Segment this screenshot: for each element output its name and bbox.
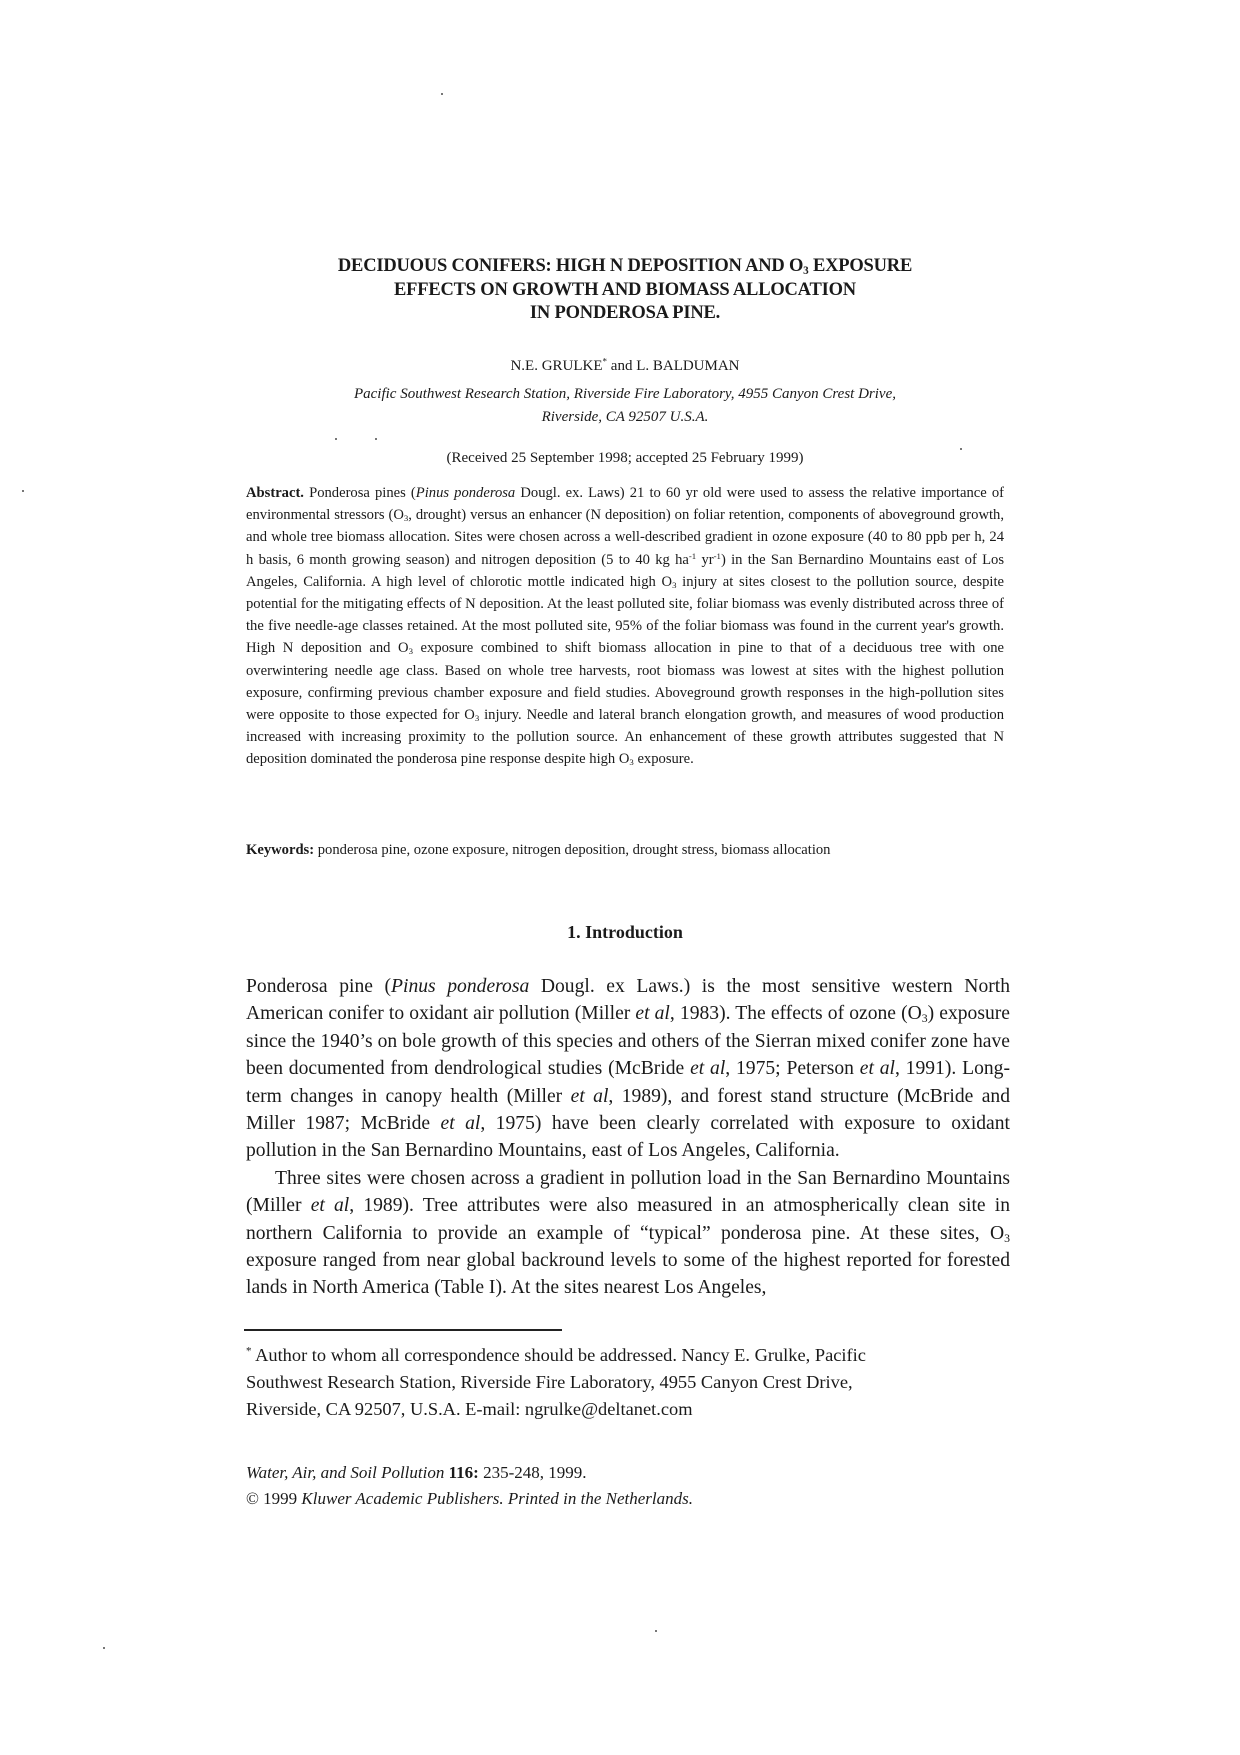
- introduction-body: [246, 973, 1010, 1302]
- keywords-text: ponderosa pine, ozone exposure, nitrogen deposition, drought stress, biomass allocation: [314, 842, 831, 858]
- intro-p1-text: Dougl. ex Laws.) is the most sensitive western North American conifer to oxidant air pollution (Miller: [246, 976, 1011, 1025]
- title-text: IN PONDEROSA PINE.: [529, 303, 721, 323]
- section-heading-text: 1. Introduction: [567, 922, 683, 942]
- intro-p1-text: , 1975) have been clearly correlated with exposure to oxidant pollution in the San Bernardino Mountains, east of Los Angeles, California.: [246, 1113, 1010, 1162]
- title-text: EFFECTS ON GROWTH AND BIOMASS ALLOCATION: [394, 279, 856, 300]
- keywords: [246, 842, 1004, 859]
- received-dates: [240, 450, 1010, 467]
- journal-text: © 1999: [246, 1489, 302, 1508]
- scan-speck: [655, 1630, 657, 1632]
- abstract-text: 3: [672, 580, 677, 590]
- intro-p2-text: , 1989). Tree attributes were also measured in an atmospherically clean site in northern California to provide an example of “typical” ponderosa pine. At these sites, O: [246, 1195, 1011, 1244]
- authors-text: *: [602, 356, 608, 367]
- intro-paragraph-2: [246, 1165, 1010, 1302]
- abstract: [246, 482, 1004, 771]
- abstract-text: 3: [403, 513, 409, 524]
- journal-text: 235-248, 1999.: [478, 1463, 587, 1482]
- abstract-text: 3: [408, 646, 413, 657]
- abstract-text: ) in the San Bernardino Mountains east of Los Angeles, California. A high level of chlorotic mottle indicated high O: [246, 551, 1005, 590]
- intro-paragraph-1: [246, 973, 1010, 1165]
- scan-speck: [335, 438, 337, 440]
- scan-speck: [22, 490, 24, 492]
- paper-title: [240, 255, 1010, 326]
- journal-text: 116:: [448, 1463, 479, 1482]
- abstract-text: Ponderosa pines (: [303, 485, 416, 501]
- intro-p1-text: ) exposure since the 1940’s on bole growth of this species and others of the Sierran mixed conifer zone have been documented from dendrological studies (McBride: [246, 1003, 1011, 1080]
- abstract-text: Dougl. ex. Laws) 21 to 60 yr old were used to assess the relative importance of environmental stressors (O: [246, 485, 1004, 524]
- scan-speck: [960, 448, 962, 450]
- scan-speck: [375, 438, 377, 440]
- affiliation-text: Pacific Southwest Research Station, Riverside Fire Laboratory, 4955 Canyon Crest Drive,: [353, 386, 896, 402]
- affiliation: [240, 383, 1010, 429]
- intro-p1-text: , 1991). Long-term changes in canopy health (Miller: [246, 1058, 1010, 1107]
- received-text: (Received 25 September 1998; accepted 25 February 1999): [446, 450, 804, 466]
- keywords-text: Keywords:: [246, 842, 315, 858]
- authors-text: and L. BALDUMAN: [607, 358, 740, 374]
- journal-text: Kluwer Academic Publishers. Printed in the Netherlands.: [301, 1489, 694, 1508]
- abstract-text: 3: [629, 757, 634, 768]
- intro-p1-text: et al: [690, 1058, 726, 1080]
- title-text: DECIDUOUS CONIFERS: HIGH N DEPOSITION AND O: [337, 256, 804, 276]
- title-text: 3: [803, 264, 809, 277]
- footnote-divider: [244, 1329, 562, 1331]
- footnote-text: Author to whom all correspondence should be addressed. Nancy E. Grulke, Pacific Southwest Research Station, Riverside Fire Laboratory, 4955 Canyon Crest Drive, Riverside, CA 92507, U.S.A. E-mail: ngrulke@deltanet.com: [246, 1345, 866, 1419]
- intro-p1-text: Ponderosa pine (: [246, 976, 392, 997]
- intro-p1-text: et al: [635, 1003, 670, 1025]
- affiliation-text: Riverside, CA 92507 U.S.A.: [541, 409, 709, 425]
- title-text: EXPOSURE: [808, 256, 913, 276]
- abstract-text: exposure combined to shift biomass allocation in pine to that of a deciduous tree with one overwintering needle age class. Based on whole tree harvests, root biomass was lowest at sites with the highest pollution exposure, confirming previous chamber exposure and field studies. Aboveground growth responses in the high-pollution sites were opposite to those expected for O: [246, 640, 1004, 724]
- abstract-text: Pinus ponderosa: [415, 485, 516, 501]
- abstract-text: injury at sites closest to the pollution source, despite potential for the mitigating effects of N deposition. At the least polluted site, foliar biomass was evenly distributed across three of the five needle-age classes retained. At the most polluted site, 95% of the foliar biomass was found in the current year's growth. High N deposition and O: [246, 573, 1004, 657]
- abstract-text: -1: [688, 550, 697, 561]
- journal-citation: [246, 1460, 946, 1512]
- intro-p2-text: exposure ranged from near global backround levels to some of the highest reported for forested lands in North America (Table I). At the sites nearest Los Angeles,: [246, 1250, 1010, 1299]
- intro-p2-text: 3: [1004, 1231, 1010, 1245]
- intro-p1-text: et al: [570, 1085, 609, 1107]
- journal-text: Water, Air, and Soil Pollution: [246, 1463, 445, 1482]
- scan-speck: [103, 1647, 105, 1649]
- intro-p2-text: et al: [310, 1195, 350, 1217]
- intro-p2-text: Three sites were chosen across a gradient in pollution load in the San Bernardino Mountains (Miller: [246, 1167, 1010, 1217]
- intro-p1-text: 3: [921, 1012, 928, 1026]
- intro-p1-text: , 1975; Peterson: [725, 1058, 860, 1080]
- scan-speck: [441, 93, 443, 95]
- abstract-text: exposure.: [633, 751, 694, 768]
- abstract-text: , drought) versus an enhancer (N deposition) on foliar retention, components of aboveground growth, and whole tree biomass allocation. Sites were chosen across a well-described gradient in ozone exposure (40 to 80 ppb per h, 24 h basis, 6 month growing season) and nitrogen deposition (5 to 40 kg ha: [246, 507, 1004, 568]
- authors-text: N.E. GRULKE: [510, 358, 603, 374]
- abstract-text: 3: [474, 713, 480, 724]
- abstract-text: injury. Needle and lateral branch elongation growth, and measures of wood production increased with increasing proximity to the pollution source. An enhancement of these growth attributes suggested that N deposition dominated the ponderosa pine response despite high O: [246, 707, 1004, 768]
- abstract-text: Abstract.: [246, 485, 304, 501]
- intro-p1-text: , 1989), and forest stand structure (McBride and Miller 1987; McBride: [246, 1085, 1011, 1135]
- abstract-text: -1: [713, 550, 721, 561]
- authors: [240, 358, 1010, 375]
- abstract-text: yr: [696, 551, 714, 568]
- intro-p1-text: Pinus ponderosa: [391, 976, 530, 997]
- intro-p1-text: et al: [859, 1058, 895, 1080]
- section-heading-introduction: [240, 922, 1010, 943]
- footnote: [246, 1342, 866, 1423]
- intro-p1-text: et al: [440, 1113, 481, 1135]
- intro-p1-text: , 1983). The effects of ozone (O: [669, 1003, 922, 1025]
- footnote-text: *: [246, 1345, 252, 1358]
